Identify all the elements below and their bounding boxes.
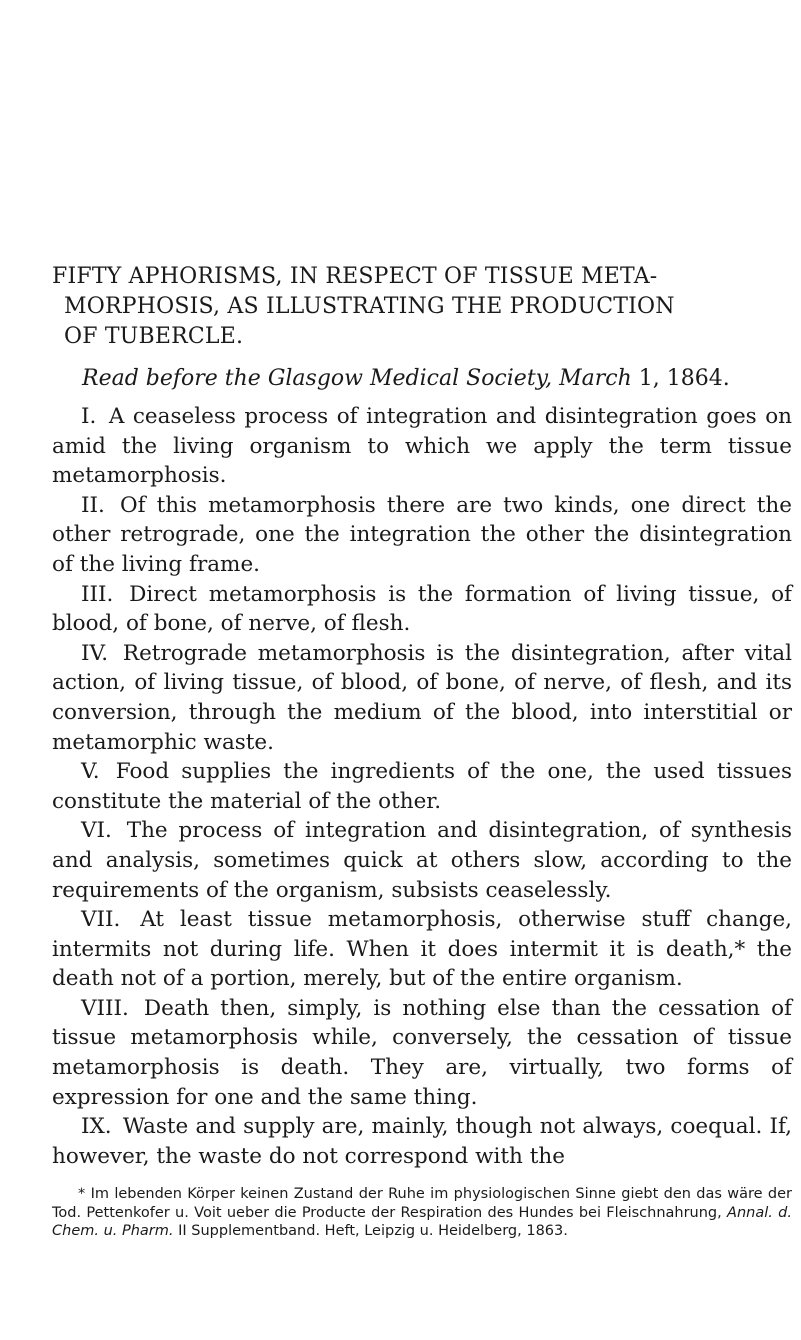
aphorism-number: VIII. <box>81 995 129 1021</box>
aphorism-number: V. <box>81 759 100 785</box>
aphorism-5 <box>52 757 792 816</box>
aphorism-6 <box>52 816 792 905</box>
aphorism-2 <box>52 491 792 580</box>
aphorism-text: Waste and supply are, mainly, though not always, coequal. If, however, the waste do not correspond with the <box>52 1114 792 1169</box>
title-line-1: FIFTY APHORISMS, IN RESPECT OF TISSUE META- <box>52 264 658 289</box>
footnote <box>52 1185 792 1241</box>
title-line-3: OF TUBERCLE. <box>64 324 244 349</box>
read-before-text: Read before the Glasgow Medical Society, March <box>82 366 632 391</box>
aphorism-7 <box>52 905 792 994</box>
aphorism-number: VII. <box>81 907 121 933</box>
aphorism-number: IV. <box>81 640 109 666</box>
read-before-line <box>52 364 792 394</box>
aphorism-1 <box>52 402 792 491</box>
aphorism-text: Death then, simply, is nothing else than the cessation of tissue metamorphosis while, conversely, the cessation of tissue metamorphosis is death. They are, virtually, two forms of expression for one and the same thing. <box>52 995 792 1110</box>
read-before-date: 1, 1864. <box>631 366 730 391</box>
aphorism-text: Food supplies the ingredients of the one, the used tissues constitute the material of the other. <box>52 759 793 814</box>
aphorism-8 <box>52 994 792 1112</box>
footnote-text: * Im lebenden Körper keinen Zustand der Ruhe im physiologischen Sinne giebt den das wäre der Tod. Pettenkofer u. Voit ueber die Producte der Respiration des Hundes bei Fleischnahrung, <box>52 1186 792 1221</box>
footnote-text-end: II Supplementband. Heft, Leipzig u. Heidelberg, 1863. <box>173 1223 568 1240</box>
aphorism-text: At least tissue metamorphosis, otherwise stuff change, intermits not during life. When it does intermit it is death,* the death not of a portion, merely, but of the entire organism. <box>52 907 792 992</box>
aphorism-number: IX. <box>81 1114 112 1140</box>
aphorism-text: Direct metamorphosis is the formation of living tissue, of blood, of bone, of nerve, of flesh. <box>52 581 792 637</box>
page <box>52 262 792 1241</box>
aphorism-number: II. <box>81 492 105 518</box>
aphorism-text: Retrograde metamorphosis is the disintegration, after vital action, of living tissue, of blood, of bone, of nerve, of flesh, and its conversion, through the medium of the blood, into interstitial or metamorphic waste. <box>52 640 792 755</box>
aphorism-9 <box>52 1112 792 1171</box>
aphorism-number: I. <box>81 404 97 429</box>
aphorism-list <box>52 402 792 1171</box>
aphorism-text: Of this metamorphosis there are two kinds, one direct the other retrograde, one the integration the other the disintegration of the living frame. <box>52 492 792 577</box>
aphorism-4 <box>52 639 792 757</box>
article-title <box>52 262 792 352</box>
aphorism-number: VI. <box>81 818 112 844</box>
aphorism-number: III. <box>81 581 114 607</box>
footnote-journal: Annal. d. Chem. u. Pharm. <box>52 1204 792 1240</box>
aphorism-text: A ceaseless process of integration and disintegration goes on amid the living organism to which we apply the term tissue metamorphosis. <box>52 404 792 489</box>
aphorism-3 <box>52 580 792 639</box>
aphorism-text: The process of integration and disintegration, of synthesis and analysis, sometimes quick at others slow, according to the requirements of the organism, subsists ceaselessly. <box>52 818 792 903</box>
title-line-2: MORPHOSIS, AS ILLUSTRATING THE PRODUCTION <box>64 294 675 319</box>
